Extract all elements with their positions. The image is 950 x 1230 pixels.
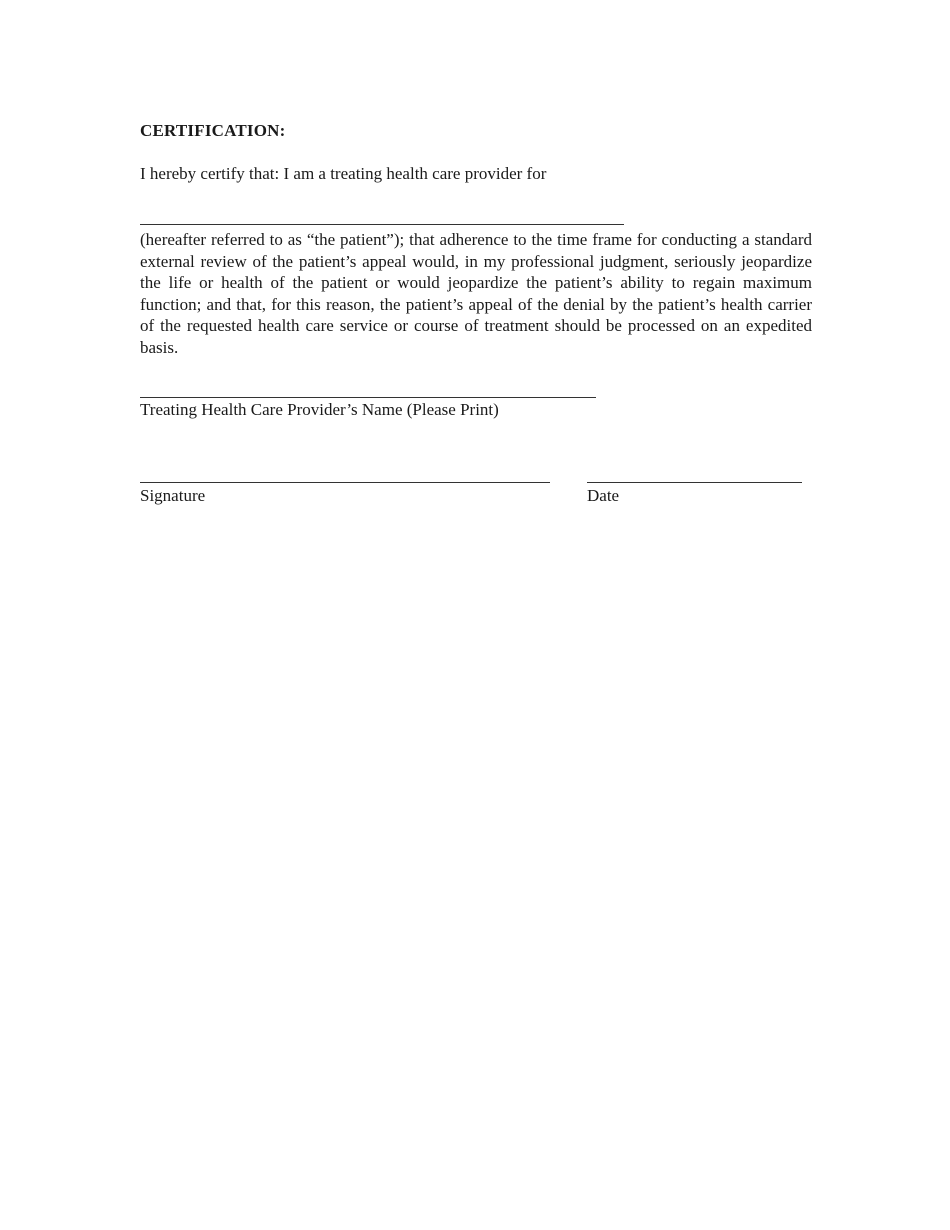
- certification-body: (hereafter referred to as “the patient”); that adherence to the time frame for conducting a standard external review of the patient’s appeal would, in my professional judgment, seriously jeopardize the life or health of the patient or would jeopardize the patient’s ability to regain maximum function; and that, for this reason, the patient’s appeal of the denial by the patient’s health carrier of the requested health care service or course of treatment should be processed on an expedited basis.: [140, 230, 812, 357]
- provider-name-line[interactable]: [140, 397, 596, 398]
- provider-name-label: Treating Health Care Provider’s Name (Please Print): [140, 400, 499, 419]
- patient-name-line[interactable]: [140, 224, 624, 225]
- date-label: Date: [587, 486, 620, 505]
- signature-line[interactable]: [140, 482, 550, 483]
- signature-label: Signature: [140, 486, 206, 505]
- date-line[interactable]: [587, 482, 802, 483]
- certification-heading: CERTIFICATION:: [140, 121, 286, 140]
- certification-intro: I hereby certify that: I am a treating health care provider for: [140, 164, 547, 183]
